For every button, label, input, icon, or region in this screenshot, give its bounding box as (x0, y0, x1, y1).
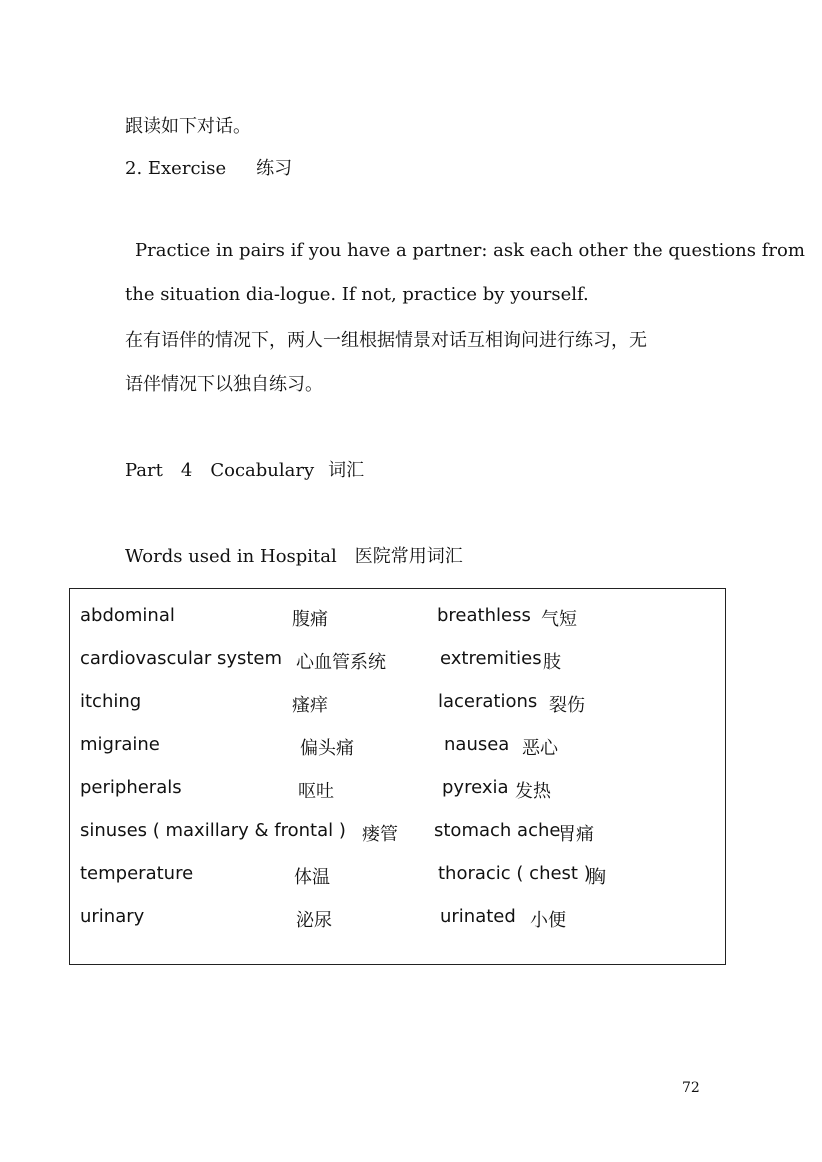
vocab-translation: 肢 (543, 652, 561, 673)
vocab-term: thoracic ( chest ) (438, 863, 591, 884)
exercise-instruction-line1: Practice in pairs if you have a partner: ask each other the questions from (135, 240, 805, 261)
vocab-translation: 气短 (541, 609, 577, 630)
vocab-term: stomach ache (434, 820, 561, 841)
vocab-term: sinuses ( maxillary & frontal ) (80, 820, 346, 841)
vocab-term: pyrexia (442, 777, 509, 798)
part4-label: Part (125, 460, 163, 481)
vocab-term: breathless (437, 605, 531, 626)
exercise-instruction-line2: the situation dia-logue. If not, practice by yourself. (125, 284, 589, 305)
vocab-term: lacerations (438, 691, 538, 712)
vocab-translation: 小便 (530, 910, 566, 931)
words-heading (125, 542, 463, 568)
words-heading-en: Words used in Hospital (125, 546, 337, 567)
part4-heading (125, 456, 364, 482)
vocab-term: nausea (444, 734, 510, 755)
part4-number: 4 (180, 460, 193, 481)
exercise-heading-zh: 练习 (256, 158, 293, 179)
exercise-instruction-zh-line2: 语伴情况下以独自练习。 (125, 374, 323, 395)
intro-follow-read: 跟读如下对话。 (125, 116, 251, 137)
vocab-term: peripherals (80, 777, 182, 798)
vocab-term: itching (80, 691, 142, 712)
exercise-instruction-zh-line1: 在有语伴的情况下，两人一组根据情景对话互相询问进行练习，无 (125, 330, 647, 351)
part4-title-en: Cocabulary (210, 460, 315, 481)
vocab-translation: 泌尿 (296, 910, 332, 931)
part4-title-zh: 词汇 (328, 460, 365, 481)
vocab-translation: 裂伤 (549, 695, 585, 716)
vocab-translation: 胸 (588, 867, 606, 888)
vocab-term: urinated (440, 906, 516, 927)
vocab-translation: 瘙痒 (292, 695, 328, 716)
exercise-heading (125, 154, 292, 180)
vocab-translation: 体温 (294, 867, 330, 888)
vocab-term: temperature (80, 863, 194, 884)
vocab-term: urinary (80, 906, 145, 927)
vocab-translation: 瘘管 (362, 824, 398, 845)
exercise-heading-en: 2. Exercise (125, 158, 227, 179)
words-heading-zh: 医院常用词汇 (354, 546, 463, 567)
vocab-translation: 胃痛 (558, 824, 594, 845)
vocab-term: migraine (80, 734, 160, 755)
page-number: 72 (682, 1080, 700, 1096)
vocab-translation: 腹痛 (292, 609, 328, 630)
vocabulary-box (69, 588, 726, 965)
vocab-term: cardiovascular system (80, 648, 283, 669)
vocab-translation: 呕吐 (298, 781, 334, 802)
vocab-translation: 偏头痛 (300, 738, 354, 759)
vocab-translation: 发热 (515, 781, 551, 802)
vocab-term: extremities (440, 648, 542, 669)
vocab-translation: 恶心 (522, 738, 558, 759)
vocab-translation: 心血管系统 (296, 652, 386, 673)
vocab-term: abdominal (80, 605, 175, 626)
